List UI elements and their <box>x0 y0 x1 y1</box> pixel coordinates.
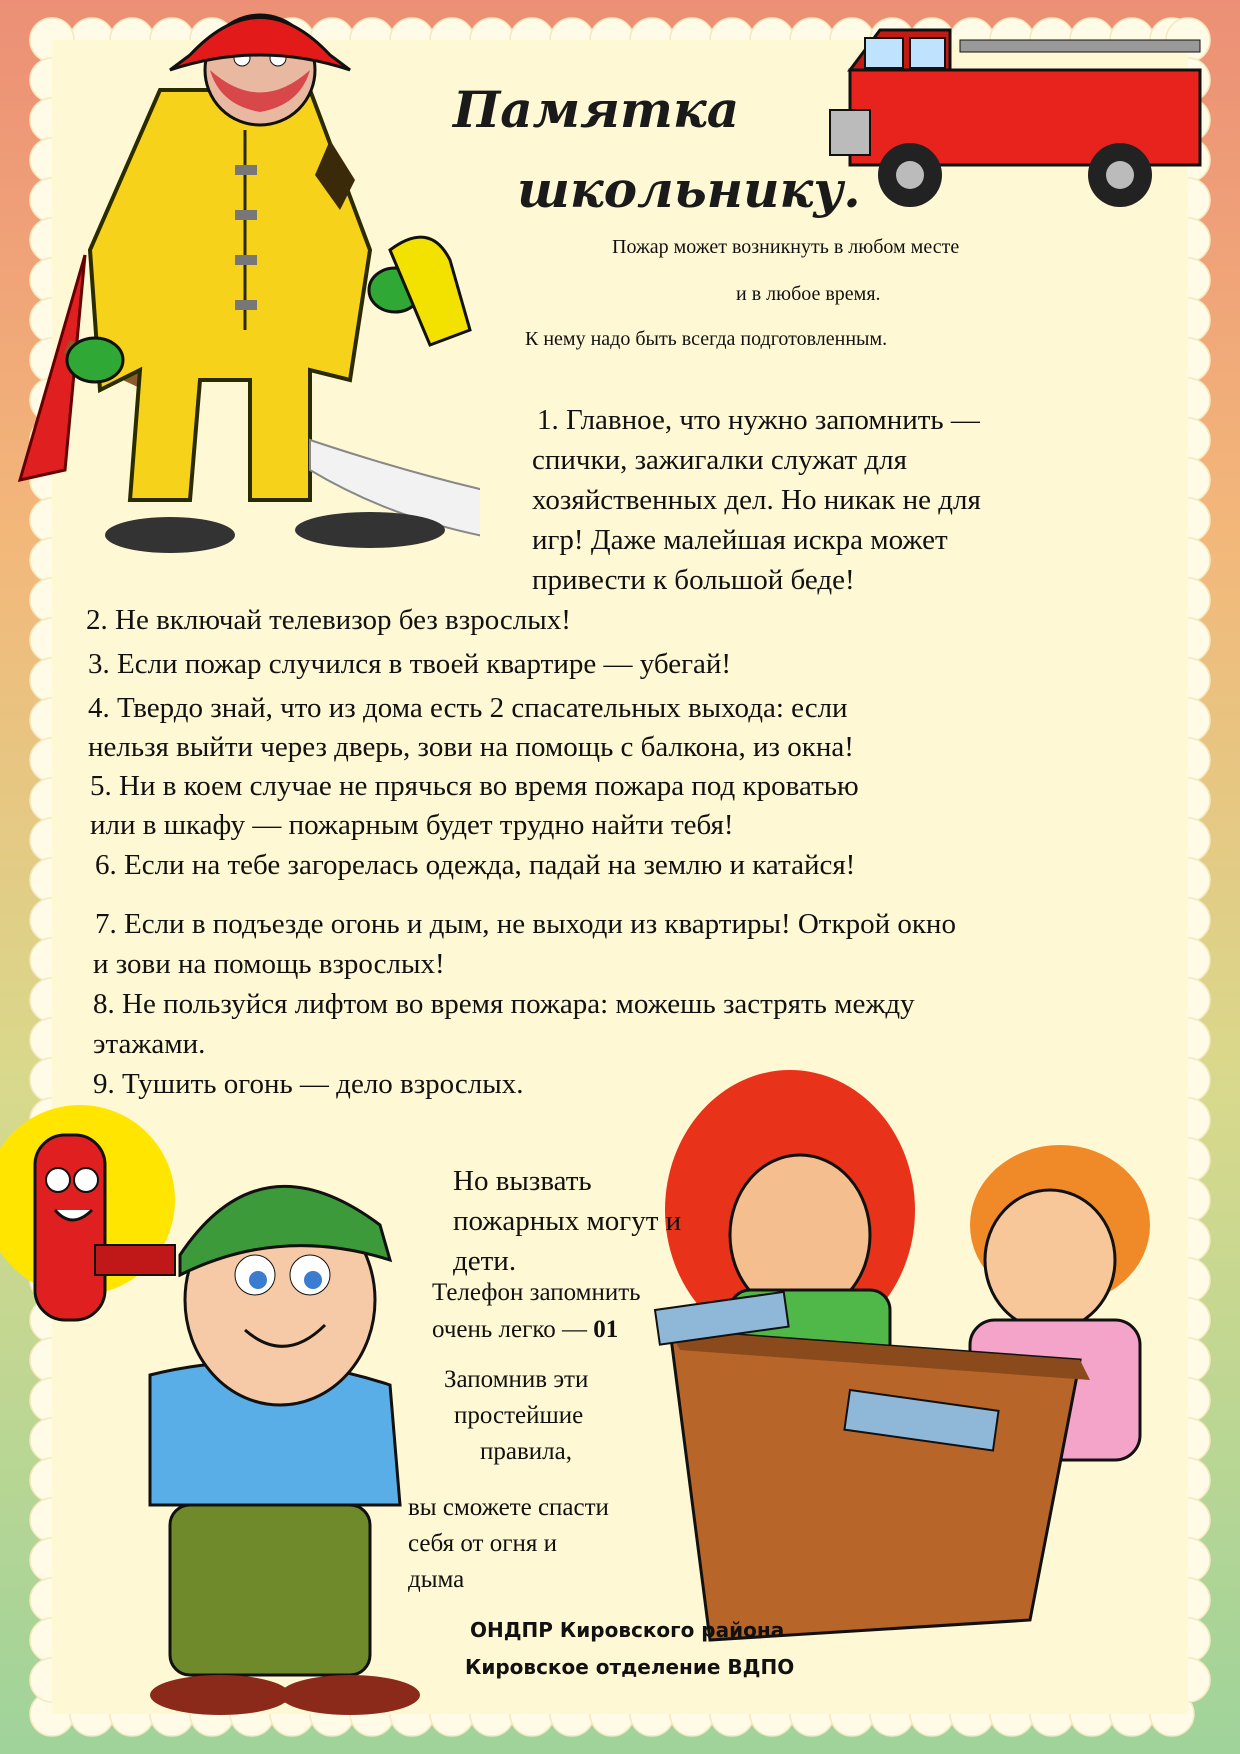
rule-4-line-2: нельзя выйти через дверь, зови на помощь с балкона, из окна! <box>88 731 854 763</box>
org-line-1: ОНДПР Кировского района <box>470 1618 785 1642</box>
rule-8-line-1: 8. Не пользуйся лифтом во время пожара: можешь застрять между <box>93 988 915 1020</box>
call-line-3: дети. <box>453 1245 517 1277</box>
rule-9: 9. Тушить огонь — дело взрослых. <box>93 1068 524 1100</box>
call-line-1: Но вызвать <box>453 1165 592 1197</box>
rule-2: 2. Не включай телевизор без взрослых! <box>86 604 571 636</box>
rule-5-line-1: 5. Ни в коем случае не прячься во время пожара под кроватью <box>90 770 859 802</box>
intro-line-3: К нему надо быть всегда подготовленным. <box>525 328 888 350</box>
rule-1-line-2: спички, зажигалки служат для <box>532 444 907 476</box>
outro-line-5: себя от огня и <box>408 1530 557 1557</box>
org-line-2: Кировское отделение ВДПО <box>465 1655 795 1679</box>
rule-1-line-5: привести к большой беде! <box>532 564 855 596</box>
rule-5-line-2: или в шкафу — пожарным будет трудно найти тебя! <box>90 809 734 841</box>
boy-illustration <box>110 1165 440 1725</box>
phone-text: очень легко — <box>432 1316 594 1343</box>
rule-3: 3. Если пожар случился в твоей квартире — убегай! <box>88 648 732 680</box>
girls-at-desk-illustration <box>650 1060 1210 1700</box>
title-line-1: Памятка <box>453 80 740 139</box>
call-line-2: пожарных могут и <box>453 1205 682 1237</box>
rule-1-line-1: 1. Главное, что нужно запомнить — <box>537 404 980 436</box>
title-line-2: школьнику. <box>517 160 861 219</box>
outro-line-6: дыма <box>408 1566 465 1593</box>
outro-line-2: простейшие <box>454 1402 584 1429</box>
rule-6: 6. Если на тебе загорелась одежда, падай на землю и катайся! <box>95 849 856 881</box>
fire-truck-illustration <box>820 10 1220 220</box>
phone-line-2 <box>432 1312 618 1348</box>
rule-7-line-1: 7. Если в подъезде огонь и дым, не выходи из квартиры! Открой окно <box>95 908 956 940</box>
rule-8-line-2: этажами. <box>93 1028 206 1060</box>
rule-1-line-4: игр! Даже малейшая искра может <box>532 524 948 556</box>
phone-number: 01 <box>593 1316 619 1343</box>
rule-4-line-1: 4. Твердо знай, что из дома есть 2 спасательных выхода: если <box>88 692 848 724</box>
outro-line-3: правила, <box>480 1438 572 1465</box>
outro-line-4: вы сможете спасти <box>408 1494 609 1521</box>
intro-line-2: и в любое время. <box>736 283 881 305</box>
phone-line-1: Телефон запомнить <box>432 1279 641 1306</box>
outro-line-1: Запомнив эти <box>444 1366 589 1393</box>
rule-1-line-3: хозяйственных дел. Но никак не для <box>532 484 981 516</box>
rule-7-line-2: и зови на помощь взрослых! <box>93 948 445 980</box>
firefighter-illustration <box>10 0 480 570</box>
intro-line-1: Пожар может возникнуть в любом месте <box>612 236 960 258</box>
